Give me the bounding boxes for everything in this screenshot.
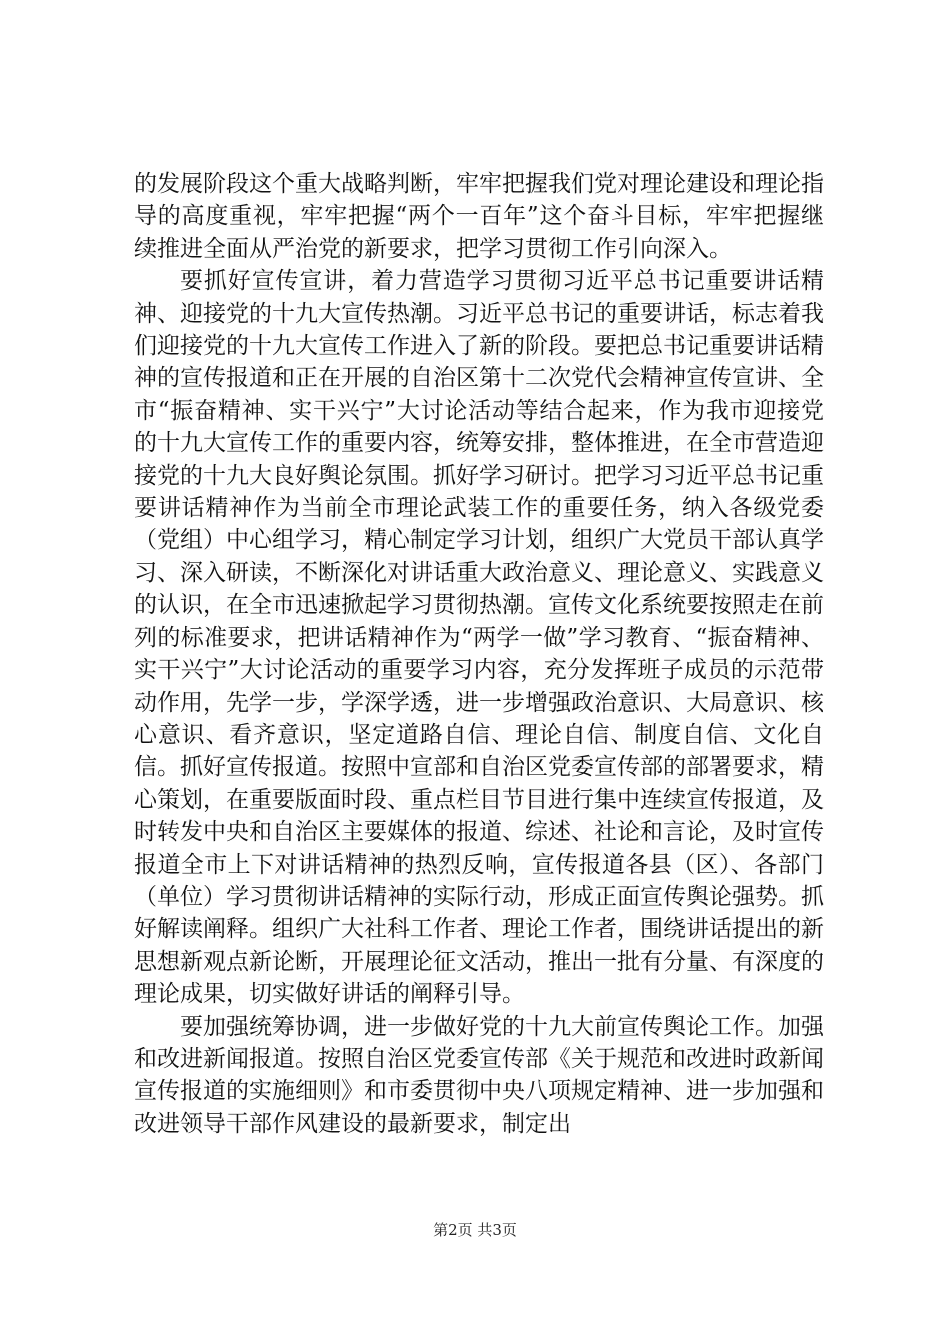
paragraph-continuation: 的发展阶段这个重大战略判断，牢牢把握我们党对理论建设和理论指导的高度重视，牢牢把握“两个一百年”这个奋斗目标，牢牢把握继续推进全面从严治党的新要求，把学习贯彻工作引向深入。 <box>134 171 824 262</box>
paragraph-coordination: 要加强统筹协调，进一步做好党的十九大前宣传舆论工作。加强和改进新闻报道。按照自治区党委宣传部《关于规范和改进时政新闻宣传报道的实施细则》和市委贯彻中央八项规定精神、进一步加强和改进领导干部作风建设的最新要求，制定出 <box>134 1013 824 1137</box>
page-number-footer: 第2页 共3页 <box>433 1221 517 1239</box>
paragraph-publicity: 要抓好宣传宣讲，着力营造学习贯彻习近平总书记重要讲话精神、迎接党的十九大宣传热潮。习近平总书记的重要讲话，标志着我们迎接党的十九大宣传工作进入了新的阶段。要把总书记重要讲话精神的宣传报道和正在开展的自治区第十二次党代会精神宣传宣讲、全市“振奋精神、实干兴宁”大讨论活动等结合起来，作为我市迎接党的十九大宣传工作的重要内容，统筹安排，整体推进，在全市营造迎接党的十九大良好舆论氛围。抓好学习研讨。把学习习近平总书记重要讲话精神作为当前全市理论武装工作的重要任务，纳入各级党委（党组）中心组学习，精心制定学习计划，组织广大党员干部认真学习、深入研读，不断深化对讲话重大政治意义、理论意义、实践意义的认识，在全市迅速掀起学习贯彻热潮。宣传文化系统要按照走在前列的标准要求，把讲话精神作为“两学一做”学习教育、“振奋精神、实干兴宁”大讨论活动的重要学习内容，充分发挥班子成员的示范带动作用，先学一步，学深学透，进一步增强政治意识、大局意识、核心意识、看齐意识，坚定道路自信、理论自信、制度自信、文化自信。抓好宣传报道。按照中宣部和自治区党委宣传部的部署要求，精心策划，在重要版面时段、重点栏目节目进行集中连续宣传报道，及时转发中央和自治区主要媒体的报道、综述、社论和言论，及时宣传报道全市上下对讲话精神的热烈反响，宣传报道各县（区）、各部门（单位）学习贯彻讲话精神的实际行动，形成正面宣传舆论强势。抓好解读阐释。组织广大社科工作者、理论工作者，围绕讲话提出的新思想新观点新论断，开展理论征文活动，推出一批有分量、有深度的理论成果，切实做好讲话的阐释引导。 <box>134 268 824 1008</box>
body-text <box>134 168 824 1140</box>
